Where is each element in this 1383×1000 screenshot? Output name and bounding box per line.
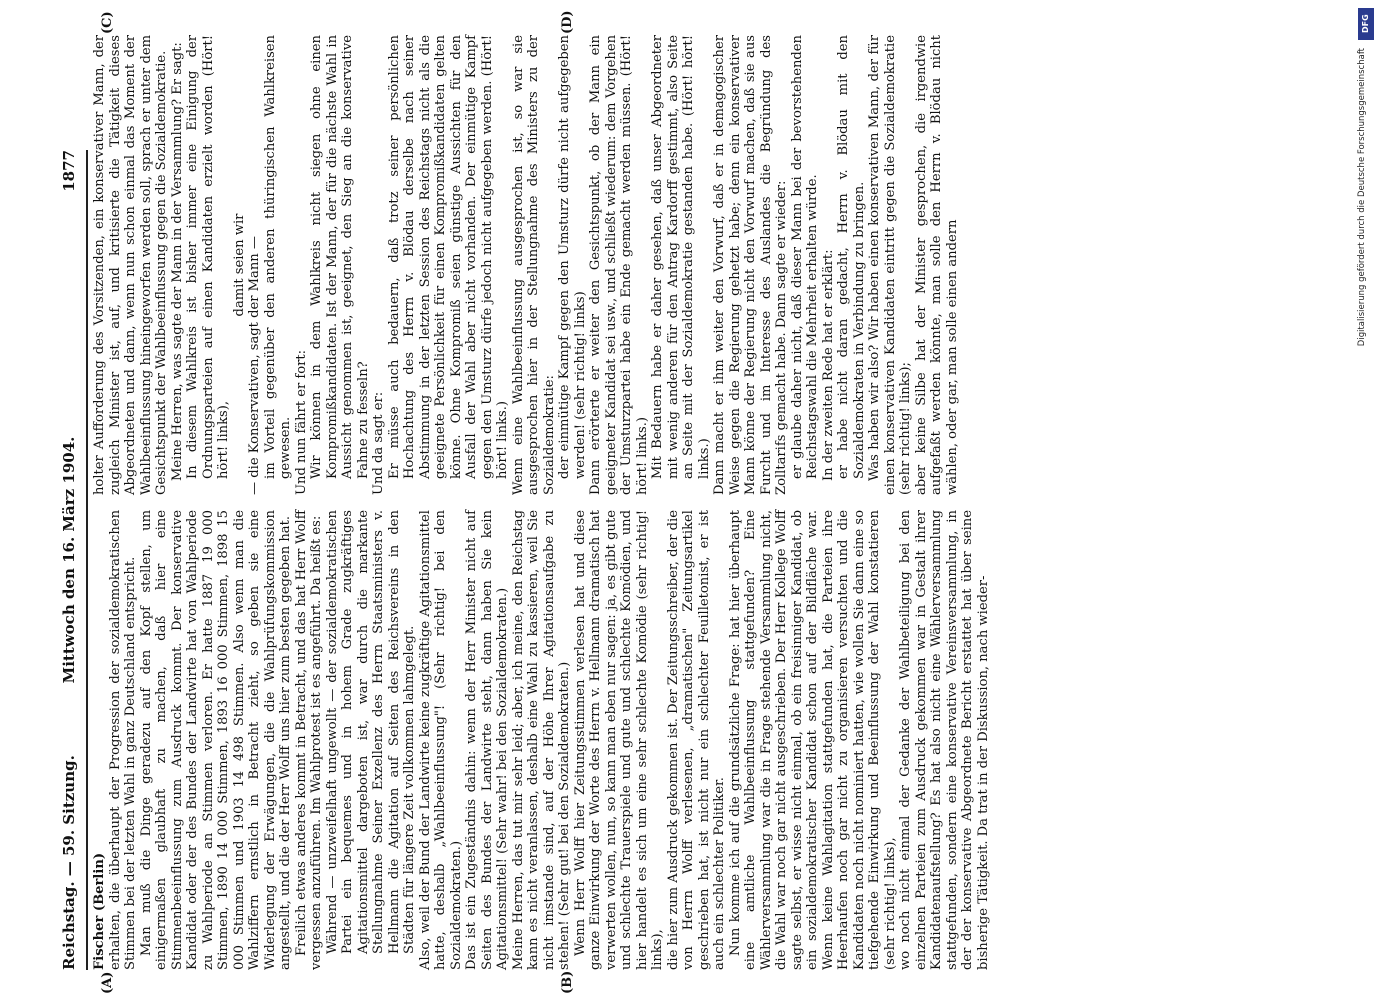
marker-d: (D): [560, 10, 575, 34]
paragraph: In der zweiten Rede hat er erklärt:: [820, 249, 836, 481]
marker-a: (A): [100, 971, 115, 994]
paragraph: wo noch nicht einmal der Gedanke der Wahlbeteiligung bei den einzelnen Parteien zum Ausdruck gekommen war in Gestalt ihrer Kandidatenaufstellung? Es hat also nicht eine Wählerversammlung stattgefunden, sondern eine konservative Vereinsversammlung, in der der konservative Abgeordnete Bericht erstattet hat über seine bisherige Tätigkeit. Da trat in der Diskussion, nach wieder-: [898, 510, 991, 970]
quote: Mit Bedauern habe er daher gesehen, daß unser Abgeordneter mit wenig anderen für den Antrag Kardorff gestimmt, also Seite an Seite mit der Sozialdemokratie gestanden habe. (Hört! hört! links.): [650, 35, 712, 479]
paragraph: Das ist ein Zugeständnis dahin: wenn der Herr Minister nicht auf Seiten des Bundes der Landwirte steht, dann haben Sie kein Agitationsmittel! (Sehr wahr! bei den Sozialdemokraten.): [464, 510, 510, 970]
page-number: 1877: [60, 150, 78, 192]
paragraph: damit seien wir: [231, 213, 247, 317]
paragraph: Man muß die Dinge geradezu auf den Kopf stellen, um einigermaßen glaubhaft zu machen, daß hier eine Stimmenbeeinflussung zum Ausdruck kommt. Der konservative Kandidat oder der des Bundes der Landwirte hat von Wahlperiode zu Wahlperiode an Stimmen verloren. Er hatte 1887 19 000 Stimmen, 1890 14 000 Stimmen, 1893 16 000 Stimmen, 1898 15 000 Stimmen und 1903 14 498 Stimmen. Also wenn man die Wahlziffern ernstlich in Betracht zieht, so geben sie eine Widerlegung der Erwägungen, die die Wahlprüfungskommission angestellt, und die der Herr Wolff uns hier zum besten gegeben hat.: [138, 510, 293, 970]
quote: im Vorteil gegenüber den anderen thüringischen Wahlkreisen gewesen.: [262, 35, 293, 479]
column-right: [92, 35, 1272, 495]
paragraph: Meine Herren, was sagte der Mann in der Versammlung? Er sagt:: [169, 42, 185, 481]
paragraph: Was haben wir also? Wir haben einen konservativen Mann, der für einen konservativen Kandidaten eintritt gegen die Sozialdemokratie (sehr richtig! links);: [867, 35, 913, 495]
column-left: [92, 510, 1272, 970]
paragraph: Freilich etwas anderes kommt in Betracht, und das hat Herr Wolff vergessen anzuführen. Im Wahlprotest ist es angeführt. Da heißt es:: [293, 510, 324, 970]
quote: In diesem Wahlkreis ist bisher immer eine Einigung der Ordnungsparteien auf einen Kandidaten erzielt worden (Hört! hört! links),: [185, 35, 231, 479]
quote: der einmütige Kampf gegen den Umsturz dürfe nicht aufgegeben werden! (sehr richtig! links): [557, 35, 588, 479]
paragraph: holter Aufforderung des Vorsitzenden, ein konservativer Mann, der zugleich Minister ist, auf, und kritisierte die Tätigkeit dieses Abgeordneten und dann, wenn nun schon einmal das Moment der Wahlbeeinflussung hineingeworfen werden soll, sprach er unter dem Gesichtspunkt der Wahlbeeinflussung gegen die Sozialdemokratie.: [92, 35, 169, 495]
paragraph: Dann erörterte er weiter den Gesichtspunkt, ob der Mann ein geeigneter Kandidat sei usw., und schließt wiederum: dem Vorgehen der Umsturzpartei habe ein Ende gemacht werden müssen. (Hört! hört! links.): [588, 35, 650, 495]
quote: Er müsse auch bedauern, daß trotz seiner persönlichen Hochachtung des Herrn v. Blödau derselbe nach seiner Abstimmung in der letzten Session des Reichstags nicht als die geeignete Persönlichkeit für einen Kompromißkandidaten gelten könne. Ohne Kompromiß seien günstige Aussichten für den Ausfall der Wahl aber nicht vorhanden. Der einmütige Kampf gegen den Umsturz dürfe jedoch nicht aufgegeben werden. (Hört! hört! links.): [386, 35, 510, 479]
quote: er glaube daher nicht, daß dieser Mann bei der bevorstehenden Reichstagswahl die Mehrheit erhalten würde.: [789, 35, 820, 479]
paragraph: Wenn Herr Wolff hier Zeitungsstimmen verlesen hat und diese ganze Einwirkung der Worte des Herrn v. Hellmann dramatisch hat verwerten wollen, nun, so kann man eben nur sagen: ja, es gibt gute und schlechte Trauerspiele und gute und schlechte Komödien, und hier handelt es sich um eine sehr schlechte Komödie (sehr richtig! links),: [572, 510, 665, 970]
side-credit: [1357, 8, 1375, 528]
paragraph: — die Konservativen, sagt der Mann —: [247, 236, 262, 495]
paragraph: erhalten, die überhaupt der Progression der sozialdemokratischen Stimmen bei der letzten Wahl in ganz Deutschland entspricht.: [107, 510, 138, 970]
page-header: [60, 150, 86, 970]
speaker-name: Fischer (Berlin): [92, 852, 107, 970]
quote: er habe nicht daran gedacht, Herrn v. Blödau mit den Sozialdemokraten in Verbindung zu bringen.: [836, 35, 867, 479]
header-rule: [86, 150, 88, 970]
paragraph: Wenn eine Wahlbeeinflussung ausgesprochen ist, so war sie ausgesprochen hier in der Stellungnahme des Ministers zu der Sozialdemokratie:: [510, 35, 557, 495]
paragraph: Und da sagt er:: [371, 391, 386, 495]
paragraph: Also, weil der Bund der Landwirte keine zugkräftige Agitationsmittel hatte, deshalb „Wahlbeeinflussung"! (Sehr richtig! bei den Sozialdemokraten.): [417, 510, 464, 970]
dfg-logo: DFG: [1358, 8, 1374, 40]
quote: Wir können in dem Wahlkreis nicht siegen ohne einen Kompromißkandidaten. Ist der Mann, der für die nächste Wahl in Aussicht genommen ist, geeignet, den Sieg an die konservative Fahne zu fesseln?: [309, 35, 371, 479]
header-left: Reichstag. — 59. Sitzung.: [60, 755, 78, 970]
paragraph: Und nun fährt er fort:: [293, 349, 309, 495]
header-date: Mittwoch den 16. März 1904.: [60, 436, 78, 684]
paragraph: Meine Herren, das tut mir sehr leid; aber, ich meine, den Reichstag kann es nicht veranlassen, deshalb eine Wahl zu kassieren, weil Sie nicht imstande sind, auf der Höhe Ihrer Agitationsaufgabe zu stehen! (Sehr gut! bei den Sozialdemokraten.): [510, 510, 572, 970]
marker-b: (B): [560, 970, 575, 994]
marker-c: (C): [100, 11, 115, 34]
paragraph: Nun komme ich auf die grundsätzliche Frage: hat hier überhaupt eine amtliche Wahlbeeinflussung stattgefunden? Eine Wählerversammlung war die in Frage stehende Versammlung nicht, die Wahl war noch gar nicht ausgeschrieben. Der Herr Kollege Wolff sagte selbst, er wisse nicht einmal, ob ein freisinniger Kandidat, ob ein sozialdemokratischer Kandidat schon auf der Bildfläche war. Wenn keine Wahlagitation stattgefunden hat, die Parteien ihre Heerhaufen noch gar nicht zu organisieren versuchten und die Kandidaten noch nicht nominiert hatten, wie wollen Sie dann eine so tiefgehende Einwirkung und Beeinflussung der Wahl konstatieren (sehr richtig! links),: [727, 510, 898, 970]
paragraph: aber keine Silbe hat der Minister gesprochen, die irgendwie aufgefaßt werden könnte, man solle den Herrn v. Blödau nicht wählen, oder gar, man solle einen andern: [913, 35, 960, 495]
quote: Während — unzweifelhaft ungewollt — der sozialdemokratischen Partei ein bequemes und in hohem Grade zugkräftiges Agitationsmittel dargeboten ist, war durch die markante Stellungnahme Seiner Exzellenz des Herrn Staatsministers v. Hellmann die Agitation auf Seiten des Reichsvereins in den Städten für längere Zeit vollkommen lahmgelegt.: [324, 510, 417, 954]
paragraph: die hier zum Ausdruck gekommen ist. Der Zeitungsschreiber, der die von Herrn Wolff verlesenen, „dramatischen" Zeitungsartikel geschrieben hat, ist nicht nur ein schlechter Feuilletonist, er ist auch ein schlechter Politiker.: [665, 510, 727, 970]
paragraph: Dann macht er ihm weiter den Vorwurf, daß er in demagogischer Weise gegen die Regierung gehetzt habe; denn ein konservativer Mann könne der Regierung nicht den Vorwurf machen, daß sie aus Furcht und im Interesse des Auslandes die Begründung des Zolltarifs gemacht habe. Dann sagte er wieder:: [712, 35, 789, 495]
side-credit-text: Digitalisierung gefördert durch die Deutsche Forschungsgemeinschaft: [1357, 48, 1367, 347]
